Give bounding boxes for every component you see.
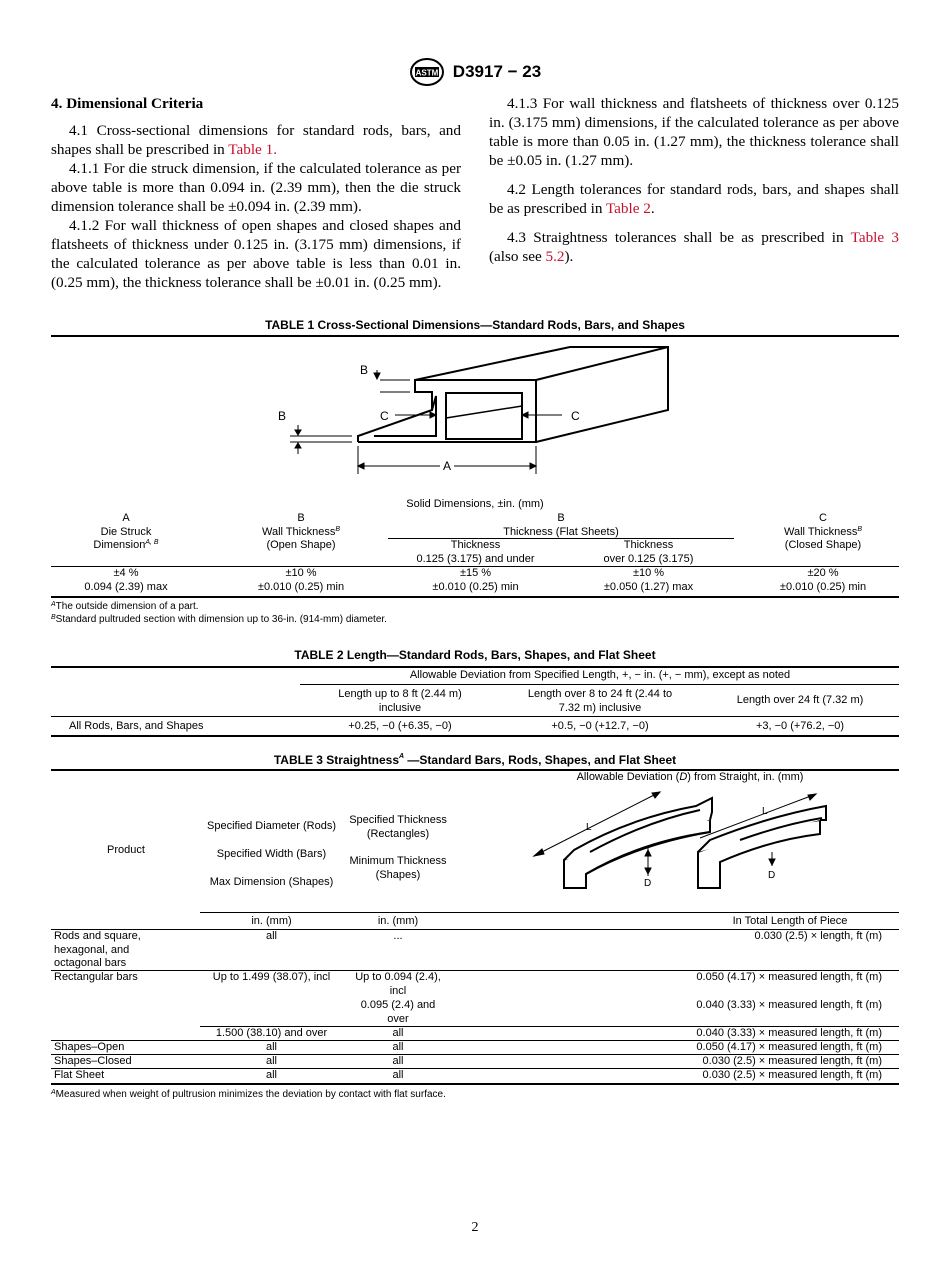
label-l-left: L bbox=[586, 822, 592, 833]
max-dimension-header: Max Dimension (Shapes) bbox=[209, 876, 334, 888]
label-d-right: D bbox=[768, 870, 776, 881]
table-3-row-2-c2: Up to 0.094 (2.4), incl bbox=[355, 971, 441, 997]
table-3-row-4-c3: 0.040 (3.33) × measured length, ft (m) bbox=[696, 1027, 882, 1039]
table-3-row-5-product: Shapes–Open bbox=[54, 1041, 125, 1053]
paragraph-4-3: 4.3 Straightness tolerances shall be as prescribed in Table 3 (also see 5.2). bbox=[489, 229, 900, 265]
table-3-row-5-c1: all bbox=[265, 1041, 277, 1053]
paragraph-4-1: 4.1 Cross-sectional dimensions for standard rods, bars, and shapes shall be prescribed in Table 1. bbox=[51, 122, 461, 158]
table-3-row-7-product: Flat Sheet bbox=[54, 1069, 105, 1081]
label-b-left: B bbox=[278, 409, 287, 423]
table-2-row-label: All Rods, Bars, and Shapes bbox=[69, 720, 204, 732]
product-header: Product bbox=[107, 844, 145, 856]
table-3-row-6-product: Shapes–Closed bbox=[54, 1055, 132, 1067]
table-3-row-4-c2: all bbox=[392, 1027, 404, 1039]
table-3-row-6-c2: all bbox=[392, 1055, 404, 1067]
paragraph-4-1-1: 4.1.1 For die struck dimension, if the calculated tolerance as per above table is more than 0.094 in. (2.39 mm), then the die struck dimension tolerance shall be ±0.094 in. (2.39 mm). bbox=[51, 160, 461, 215]
svg-text:ASTM: ASTM bbox=[415, 68, 439, 78]
unit-2: in. (mm) bbox=[377, 915, 419, 927]
label-c-right: C bbox=[571, 409, 580, 423]
table-2-col2-header: Length over 8 to 24 ft (2.44 to 7.32 m) inclusive bbox=[527, 688, 673, 714]
table-2-bottom-rule bbox=[51, 735, 899, 737]
col-c-header: C Wall Thickness$^B$ (Closed Shape) bbox=[783, 512, 863, 551]
paragraph-4-2: 4.2 Length tolerances for standard rods, bars, and shapes shall be as prescribed in Table 2. bbox=[489, 181, 899, 217]
col-a-header: A Die Struck Dimension$^{A, B}$ bbox=[93, 512, 159, 551]
table-2-title: TABLE 2 Length—Standard Rods, Bars, Shapes, and Flat Sheet bbox=[294, 648, 656, 662]
min-thickness-header: Minimum Thickness (Shapes) bbox=[349, 855, 447, 881]
table-3-row-3-c3: 0.040 (3.33) × measured length, ft (m) bbox=[696, 999, 882, 1011]
page-header bbox=[0, 58, 950, 91]
table-2-header: Allowable Deviation from Specified Length, +, − in. (+, − mm), except as noted bbox=[409, 669, 791, 681]
col-b-header: B Wall Thickness$^B$ (Open Shape) bbox=[261, 512, 341, 551]
table-3-link[interactable]: Table 3 bbox=[850, 229, 900, 246]
flat-sub2-header: Thickness over 0.125 (3.175) bbox=[603, 539, 694, 565]
table-3-row-2-product: Rectangular bars bbox=[54, 971, 138, 983]
table-3-footnote: $^A$Measured when weight of pultrusion minimizes the deviation by contact with flat surface. bbox=[51, 1089, 446, 1100]
table-1-footnote-b: $^B$Standard pultruded section with dimension up to 36-in. (914-mm) diameter. bbox=[51, 614, 387, 625]
table-3-row-1-product: Rods and square, hexagonal, and octagonal bars bbox=[54, 930, 141, 969]
spec-diameter-header: Specified Diameter (Rods) bbox=[207, 820, 336, 832]
table-3-row-1-c1: all bbox=[265, 930, 277, 942]
table-3-row-2-c1: Up to 1.499 (38.07), incl bbox=[212, 971, 331, 983]
table-3-row-7-c2: all bbox=[392, 1069, 404, 1081]
table-3-row-1-c3: 0.030 (2.5) × length, ft (m) bbox=[754, 930, 882, 942]
table-3-row-7-c3: 0.030 (2.5) × measured length, ft (m) bbox=[702, 1069, 882, 1081]
label-l-right: L bbox=[762, 806, 768, 817]
left-column bbox=[51, 94, 461, 292]
unit-1: in. (mm) bbox=[251, 915, 292, 927]
table-1-title: TABLE 1 Cross-Sectional Dimensions—Standard Rods, Bars, and Shapes bbox=[265, 318, 685, 332]
right-column bbox=[489, 94, 899, 266]
table-2-v2: +0.5, −0 (+12.7, −0) bbox=[551, 720, 649, 732]
table-3-title: TABLE 3 Straightness$^A$ —Standard Bars, Rods, Shapes, and Flat Sheet bbox=[273, 753, 677, 767]
table-2-col1-header: Length up to 8 ft (2.44 m) inclusive bbox=[338, 688, 462, 714]
section-5-2-link[interactable]: 5.2 bbox=[545, 248, 565, 265]
table-3-row-6-c1: all bbox=[265, 1055, 277, 1067]
table-2-link[interactable]: Table 2 bbox=[605, 200, 651, 217]
label-b-top: B bbox=[360, 363, 369, 377]
label-a: A bbox=[443, 459, 452, 473]
astm-logo bbox=[409, 58, 445, 86]
table-3-row-5-c3: 0.050 (4.17) × measured length, ft (m) bbox=[696, 1041, 882, 1053]
table-3-row-7-c1: all bbox=[265, 1069, 277, 1081]
col-flat-header: B Thickness (Flat Sheets) bbox=[503, 512, 619, 538]
table-3-row-1-c2: ... bbox=[393, 930, 403, 942]
table-1-footnote-a: $^A$The outside dimension of a part. bbox=[51, 601, 199, 612]
table-2-v3: +3, −0 (+76.2, −0) bbox=[755, 720, 845, 732]
flat-sub2-values: ±10 % ±0.050 (1.27) max bbox=[603, 567, 694, 593]
straightness-figure bbox=[530, 790, 860, 895]
col-a-values: ±4 % 0.094 (2.39) max bbox=[84, 567, 168, 593]
table-3-row-6-c3: 0.030 (2.5) × measured length, ft (m) bbox=[702, 1055, 882, 1067]
paragraph-4-1-2: 4.1.2 For wall thickness of open shapes and closed shapes and flatsheets of thickness under 0.125 in. (3.175 mm) dimensions, if the calculated tolerance as per above table is less than 0.01 in. (0.25 mm), the thickness tolerance shall be ±0.01 in. (0.25 mm). bbox=[51, 217, 461, 291]
label-c-left: C bbox=[380, 409, 389, 423]
table-3-row-5-c2: all bbox=[392, 1041, 404, 1053]
table-2-col3-header: Length over 24 ft (7.32 m) bbox=[736, 694, 864, 706]
flat-sub1-values: ±15 % ±0.010 (0.25) min bbox=[432, 567, 519, 593]
col-b-values: ±10 % ±0.010 (0.25) min bbox=[257, 567, 345, 593]
flat-sub1-header: Thickness 0.125 (3.175) and under bbox=[416, 539, 535, 565]
spec-thickness-header: Specified Thickness (Rectangles) bbox=[349, 814, 447, 840]
table-1-link[interactable]: Table 1 bbox=[228, 141, 274, 158]
document-id: D3917 − 23 bbox=[452, 62, 542, 81]
table-3-row-4-c1: 1.500 (38.10) and over bbox=[215, 1027, 328, 1039]
table-3-row-3-c2: 0.095 (2.4) and over bbox=[360, 999, 436, 1025]
section-heading: 4. Dimensional Criteria bbox=[51, 95, 204, 112]
table-3-unit-rule bbox=[200, 912, 899, 913]
allowable-deviation-header: Allowable Deviation (D) from Straight, in. (mm) bbox=[576, 771, 804, 783]
col-c-values: ±20 % ±0.010 (0.25) min bbox=[779, 567, 867, 593]
table-2-sub-rule bbox=[300, 684, 899, 685]
unit-3: In Total Length of Piece bbox=[732, 915, 848, 927]
table-2-v1: +0.25, −0 (+6.35, −0) bbox=[348, 720, 452, 732]
table-2-header-rule bbox=[51, 716, 899, 717]
label-d-left: D bbox=[644, 878, 652, 889]
paragraph-4-1-3: 4.1.3 For wall thickness and flatsheets of thickness over 0.125 in. (3.175 mm) dimensions, if the calculated tolerance as per above table is more than 0.05 in. (1.27 mm), the thickness tolerance shall be ±0.05 in. (1.27 mm). bbox=[489, 95, 899, 169]
table-2-top-rule bbox=[51, 666, 899, 668]
cross-section-figure bbox=[270, 340, 680, 480]
table-3-row-2-c3: 0.050 (4.17) × measured length, ft (m) bbox=[696, 971, 882, 983]
solid-dims-header: Solid Dimensions, ±in. (mm) bbox=[406, 498, 544, 510]
table-3-bottom-rule bbox=[51, 1083, 899, 1085]
table-1-top-rule bbox=[51, 335, 899, 337]
spec-width-header: Specified Width (Bars) bbox=[216, 848, 327, 860]
page-number: 2 bbox=[471, 1220, 479, 1235]
table-1-bottom-rule bbox=[51, 596, 899, 598]
